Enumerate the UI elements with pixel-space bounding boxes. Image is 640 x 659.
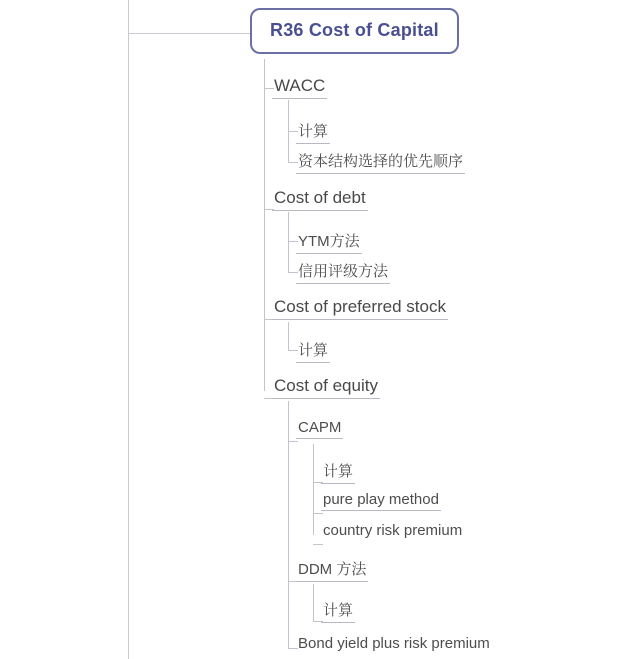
connector-root-stub-h [128, 33, 250, 34]
connector-spine-cops [288, 322, 289, 351]
node-wacc[interactable]: WACC [272, 76, 327, 99]
node-bond-yield-plus-risk-premium[interactable]: Bond yield plus risk premium [298, 635, 490, 652]
connector-spine-capm [313, 444, 314, 535]
node-capm-pure-play[interactable]: pure play method [321, 491, 441, 511]
connector-spine-coe [288, 401, 289, 648]
connector-capm-pure-play [313, 513, 323, 514]
node-cost-of-equity[interactable]: Cost of equity [272, 376, 380, 399]
node-wacc-calc[interactable]: 计算 [296, 120, 330, 144]
connector-spine-cod [288, 212, 289, 272]
connector-spine-ddm [313, 584, 314, 622]
node-capm[interactable]: CAPM [296, 419, 343, 439]
node-capm-country-risk[interactable]: country risk premium [323, 522, 463, 539]
connector-spine-main [264, 59, 265, 391]
connector-capm [288, 441, 298, 442]
node-wacc-order[interactable]: 资本结构选择的优先顺序 [296, 150, 465, 174]
node-ddm-calc[interactable]: 计算 [321, 599, 355, 623]
root-node[interactable]: R36 Cost of Capital [250, 8, 459, 54]
node-cod-ytm[interactable]: YTM方法 [296, 230, 362, 254]
node-cost-of-debt[interactable]: Cost of debt [272, 188, 368, 211]
node-cost-of-preferred-stock[interactable]: Cost of preferred stock [272, 297, 448, 320]
connector-capm-country-risk [313, 544, 323, 545]
node-cod-rating[interactable]: 信用评级方法 [296, 260, 390, 284]
connector-root-stub-v [128, 0, 129, 659]
node-ddm[interactable]: DDM 方法 [296, 558, 368, 582]
node-capm-calc[interactable]: 计算 [321, 460, 355, 484]
node-cops-calc[interactable]: 计算 [296, 339, 330, 363]
